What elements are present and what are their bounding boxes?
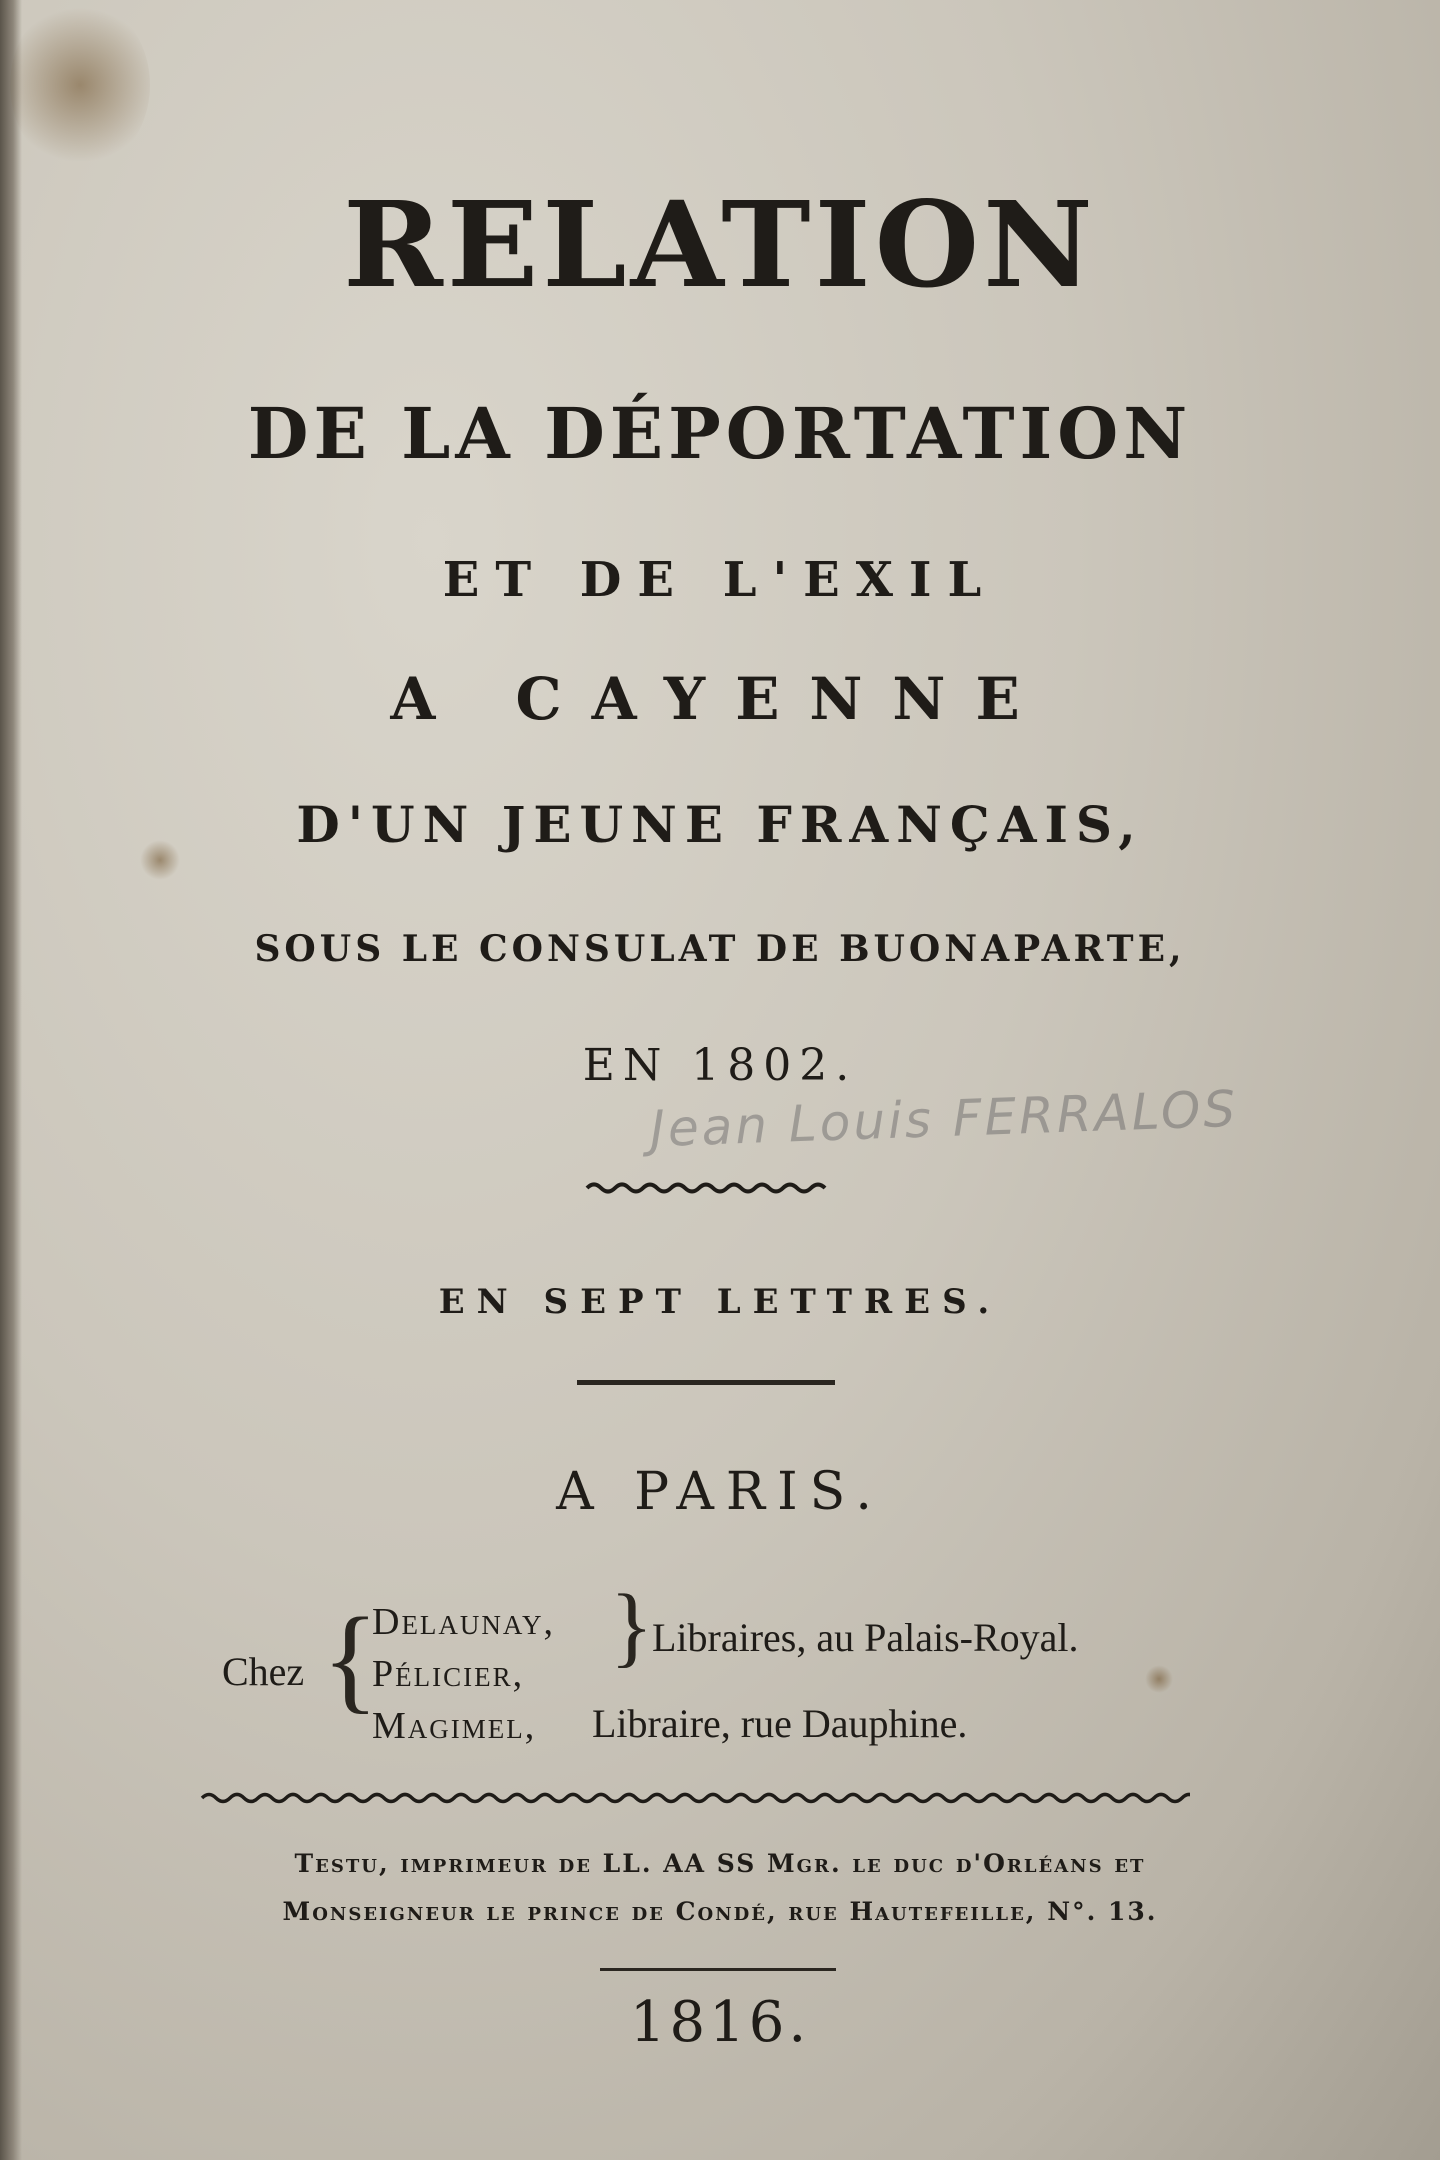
sellers-role-dauphine: Libraire, rue Dauphine. — [592, 1701, 968, 1746]
seller-name: Delaunay, — [372, 1601, 555, 1643]
subtitle-exil: ET DE L'EXIL — [442, 552, 998, 608]
printer-line-1: Testu, imprimeur de LL. AA SS Mgr. le duc d'Orléans et — [294, 1849, 1146, 1878]
left-brace: { — [322, 1593, 379, 1724]
publication-year: 1816. — [629, 1990, 811, 2055]
ornamental-wavy-rule — [585, 1178, 835, 1198]
subtitle-jeune-francais: D'UN JEUNE FRANÇAIS, — [296, 795, 1144, 854]
printer-imprint — [0, 1840, 1440, 1936]
ornamental-wavy-rule-long — [200, 1788, 1190, 1808]
subtitle-consulat: SOUS LE CONSULAT DE BUONAPARTE, — [254, 928, 1186, 970]
seller-name: Pélicier, — [372, 1653, 525, 1695]
horizontal-rule-small — [600, 1968, 836, 1971]
printer-line-2: Monseigneur le prince de Condé, rue Hautefeille, N°. 13. — [282, 1897, 1158, 1926]
horizontal-rule — [577, 1380, 835, 1385]
imprint-place: A PARIS. — [556, 1462, 884, 1522]
right-brace: } — [610, 1577, 654, 1676]
seller-name: Magimel, — [372, 1705, 537, 1747]
subtitle-deportation: DE LA DÉPORTATION — [247, 392, 1193, 475]
subtitle-date: EN 1802. — [582, 1040, 858, 1091]
chez-label: Chez — [222, 1649, 305, 1694]
sellers-block — [220, 1577, 1220, 1750]
handwritten-annotation: Jean Louis FERRALOS — [649, 1079, 1239, 1159]
subtitle-lettres: EN SEPT LETTRES. — [438, 1282, 1002, 1322]
sellers-role-palais-royal: Libraires, au Palais-Royal. — [652, 1615, 1079, 1660]
book-title: RELATION — [343, 176, 1097, 315]
subtitle-cayenne: A CAYENNE — [390, 665, 1050, 733]
paper-stain — [10, 0, 150, 170]
